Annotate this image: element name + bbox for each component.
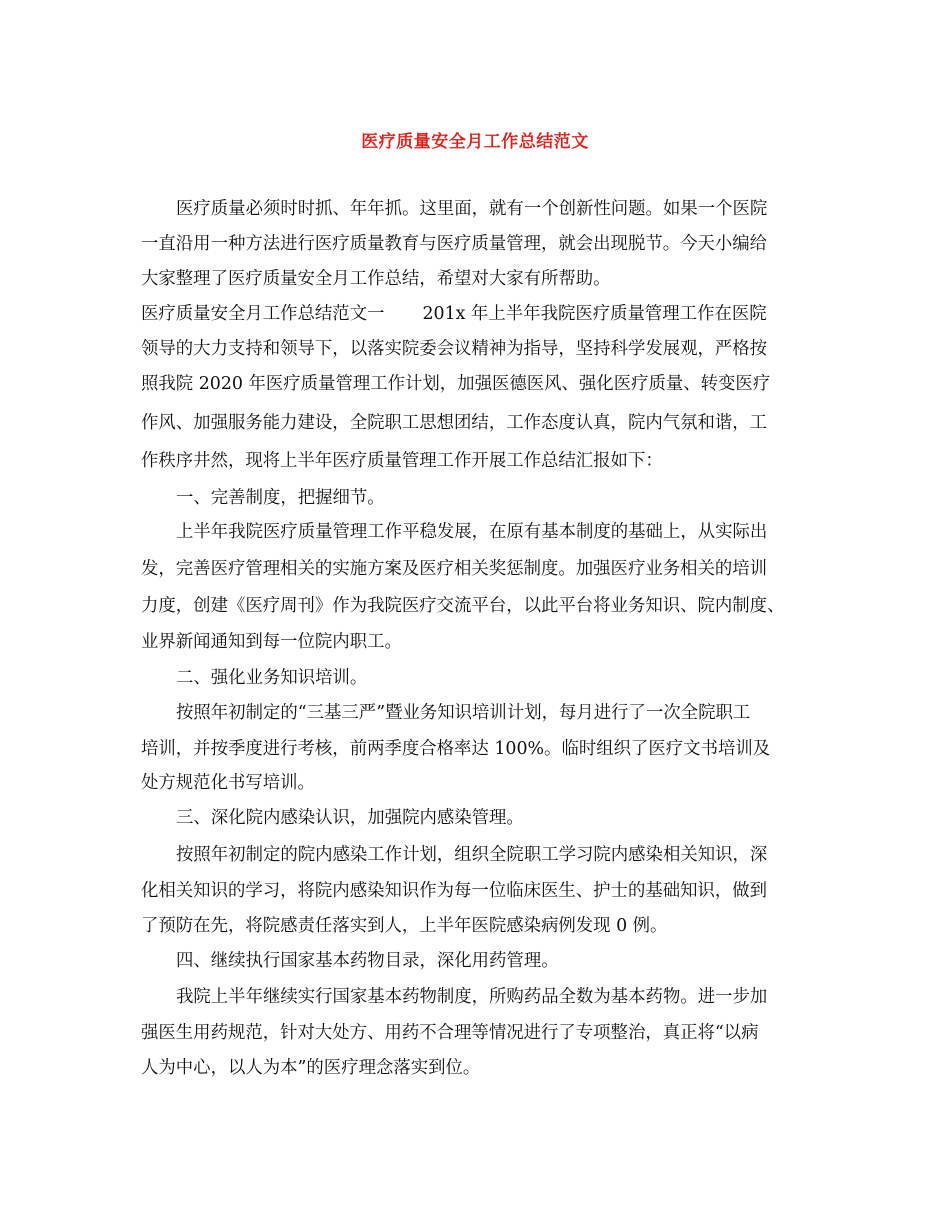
paragraph-line: 一直沿用一种方法进行医疗质量教育与医疗质量管理，就会出现脱节。今天小编给: [141, 234, 768, 254]
document-title: 医疗质量安全月工作总结范文: [361, 132, 589, 152]
section-heading-line: [141, 302, 767, 326]
paragraph-line: 我院上半年继续实行国家基本药物制度，所购药品全数为基本药物。进一步加: [176, 987, 768, 1007]
paragraph-line: 上半年我院医疗质量管理工作平稳发展，在原有基本制度的基础上，从实际出: [176, 522, 768, 542]
paragraph-line: 领导的大力支持和领导下，以落实院委会议精神为指导，坚持科学发展观，严格按: [141, 339, 768, 359]
subheading-1: 一、完善制度，把握细节。: [176, 488, 385, 508]
subheading-3: 三、深化院内感染认识，加强院内感染管理。: [176, 808, 524, 828]
paragraph-line: 作秩序井然，现将上半年医疗质量管理工作开展工作总结汇报如下：: [141, 451, 663, 471]
paragraph-line: 发，完善医疗管理相关的实施方案及医疗相关奖惩制度。加强医疗业务相关的培训: [141, 559, 768, 579]
paragraph-line: 按照年初制定的“三基三严”暨业务知识培训计划，每月进行了一次全院职工: [176, 703, 751, 723]
section-heading: 医疗质量安全月工作总结范文一: [141, 304, 385, 324]
paragraph-line: 了预防在先，将院感责任落实到人，上半年医院感染病例发现 0 例。: [141, 916, 668, 936]
paragraph-line: 力度，创建《医疗周刊》作为我院医疗交流平台，以此平台将业务知识、院内制度、: [141, 596, 785, 616]
paragraph-line: 人为中心，以人为本”的医疗理念落实到位。: [141, 1058, 481, 1078]
paragraph-text: 201x 年上半年我院医疗质量管理工作在医院: [422, 304, 767, 324]
paragraph-line: 处方规范化书写培训。: [141, 773, 315, 793]
paragraph-line: 按照年初制定的院内感染工作计划，组织全院职工学习院内感染相关知识，深: [176, 845, 768, 865]
subheading-2: 二、强化业务知识培训。: [176, 668, 368, 688]
paragraph-line: 化相关知识的学习，将院内感染知识作为每一位临床医生、护士的基础知识，做到: [141, 881, 768, 901]
paragraph-line: 作风、加强服务能力建设，全院职工思想团结，工作态度认真，院内气氛和谐，工: [141, 413, 768, 433]
paragraph-line: 医疗质量必须时时抓、年年抓。这里面，就有一个创新性问题。如果一个医院: [176, 199, 768, 219]
paragraph-line: 强医生用药规范，针对大处方、用药不合理等情况进行了专项整治，真正将“以病: [141, 1023, 759, 1043]
subheading-4: 四、继续执行国家基本药物目录，深化用药管理。: [176, 951, 559, 971]
paragraph-line: 业界新闻通知到每一位院内职工。: [141, 632, 402, 652]
paragraph-line: 培训，并按季度进行考核，前两季度合格率达 100%。临时组织了医疗文书培训及: [141, 739, 771, 759]
paragraph-line: 大家整理了医疗质量安全月工作总结，希望对大家有所帮助。: [141, 269, 611, 289]
paragraph-line: 照我院 2020 年医疗质量管理工作计划，加强医德医风、强化医疗质量、转变医疗: [141, 374, 771, 394]
